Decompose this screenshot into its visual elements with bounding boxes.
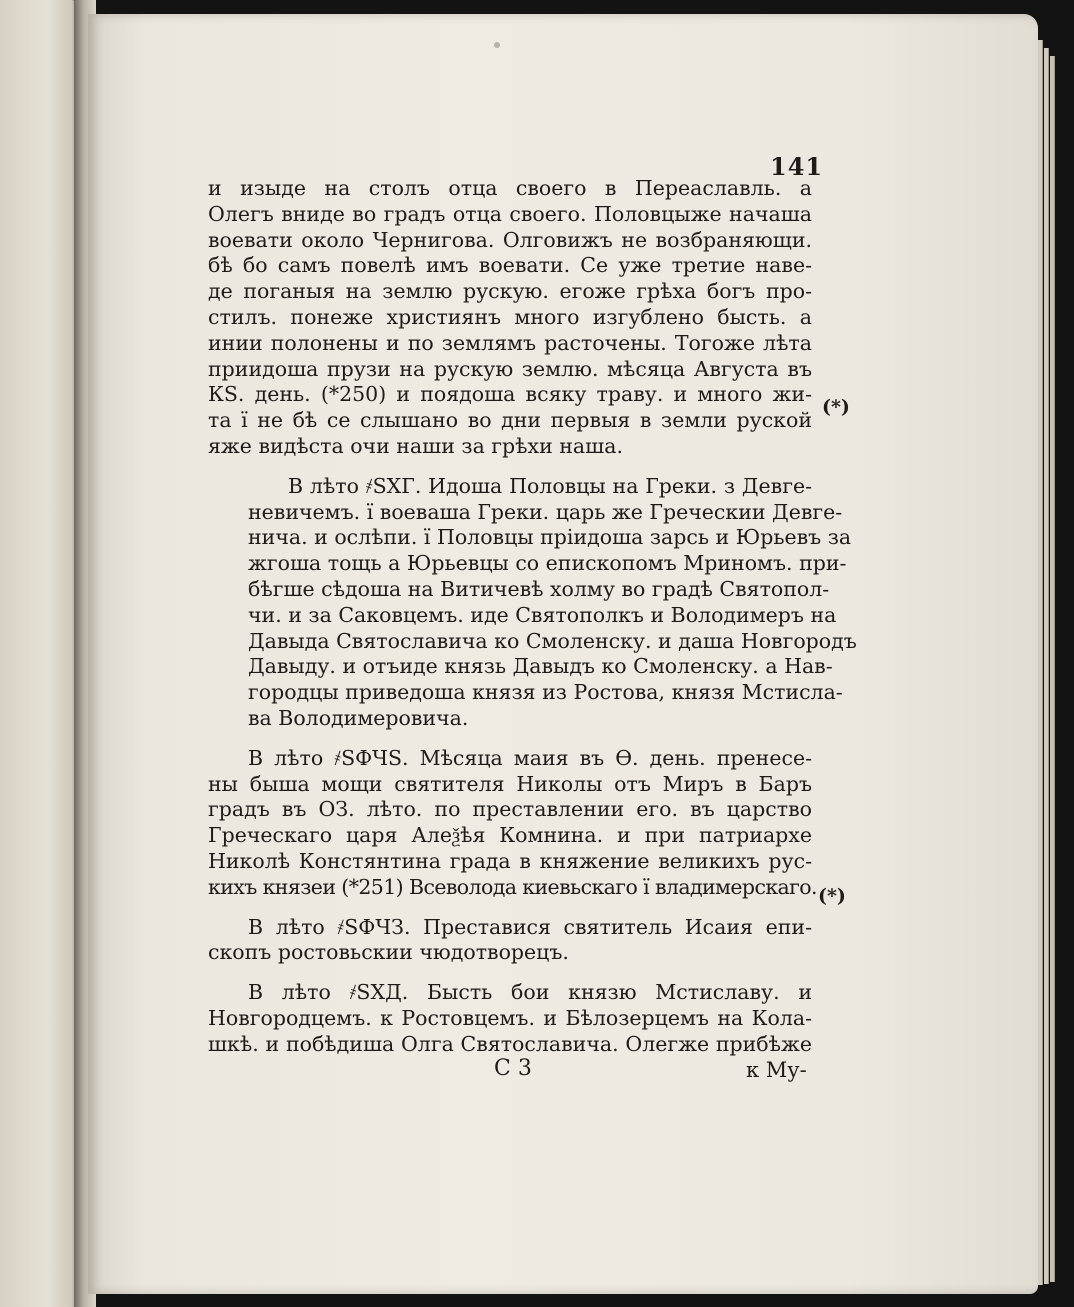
margin-note-marker: (*) [822,396,850,418]
paragraph-5 [208,980,812,1057]
page-edge [1044,48,1049,1284]
text-line: невичемъ. ї воеваша Греки. царь же Греческии Девге- [248,499,843,524]
text-block [208,176,857,1058]
paragraph-4 [208,915,812,967]
text-line: Давыду. и отъиде князь Давыдъ ко Смоленску. а Нав- [248,654,833,679]
text-line: В лѣто ҂ЅХД. Бысть бои князю Мстиславу. и [248,980,812,1005]
text-line: ны быша мощи святителя Николы отъ Миръ в Баръ [208,771,812,796]
text-line: В лѣто ҂ЅХГ. Идоша Половцы на Греки. з Девге- [288,473,812,498]
text-line: бѣгше сѣдоша на Витичевѣ холму во градѣ Святопол- [248,576,830,601]
paper-speck [494,42,500,48]
text-line: скопъ ростовьскии чюдотворецъ. [208,940,569,965]
paragraph-3 [208,745,817,901]
text-line: инии полонены и по землямъ расточены. Тогоже лѣта [208,330,812,355]
text-line: ва Володимеровича. [248,705,469,730]
text-line: приидоша прузи на рускую землю. мѣсяца Августа въ [208,356,812,381]
paragraph-1 [208,176,812,460]
text-line: де поганыя на землю рускую. егоже грѣха богъ про- [208,279,812,304]
left-page-edge [0,0,78,1307]
text-line: кихъ князеи (*251) Всеволода киевьскаго ї владимерскаго. [208,874,817,899]
signature-mark: С 3 [494,1056,532,1081]
text-line: нича. и ослѣпи. ї Половцы пріидоша зарсь и Юрьевъ за [248,525,852,550]
page-edge [1050,56,1055,1282]
text-line: чи. и за Саковцемъ. иде Святополкъ и Володимеръ на [248,602,837,627]
text-line: та ї не бѣ се слышано во дни первыя в земли руской [208,408,812,433]
text-line: бѣ бо самъ повелѣ имъ воевати. Се уже третие наве- [208,253,812,278]
text-line: жгоша тощь а Юрьевцы со епископомъ Мриномъ. при- [248,551,847,576]
text-line: стилъ. понеже християнъ много изгублено бысть. а [208,304,812,329]
text-line: Николѣ Констянтина града в княжение великихъ рус- [208,848,812,873]
text-line: градъ въ ОЗ. лѣто. по преставлении его. въ царство [208,797,812,822]
margin-note-marker: (*) [818,885,846,907]
text-line: воевати около Чернигова. Олговижъ не возбраняющи. [208,227,812,252]
text-line: городцы приведоша князя из Ростова, князя Мстисла- [248,680,843,705]
text-line: и изыде на столъ отца своего в Переаславль. а [208,176,812,200]
text-line: КЅ. день. (*250) и поядоша всяку траву. и много жи- [208,382,812,407]
text-line: Греческаго царя Алеѯѣя Комнина. и при патриархе [208,823,812,848]
text-line: Новгородцемъ. к Ростовцемъ. и Бѣлозерцемъ на Кола- [208,1005,812,1030]
text-line: В лѣто ҂ЅФЧЗ. Преставися святитель Исаия епи- [248,914,812,939]
paragraph-2 [208,473,857,732]
text-line: шкѣ. и побѣдиша Олга Святославича. Олегже прибѣже [208,1031,812,1056]
page-number: 141 [770,152,824,181]
text-line: В лѣто ҂ЅФЧЅ. Мѣсяца маия въ Ѳ. день. пренесе- [248,745,812,770]
text-line: Олегъ вниде во градъ отца своего. Половцыже начаша [208,201,812,226]
page-edge [1038,40,1043,1285]
text-line: яже видѣста очи наши за грѣхи наша. [208,433,623,458]
text-line: Давыда Святославича ко Смоленску. и даша Новгородъ [248,628,857,653]
catchword: к Му- [746,1058,807,1082]
